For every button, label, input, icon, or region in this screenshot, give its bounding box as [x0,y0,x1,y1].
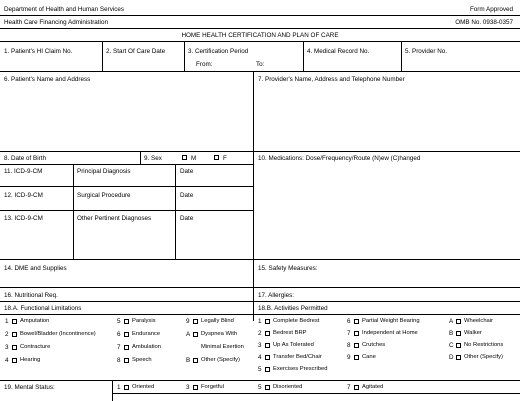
activity-permitted-option-label: Independent at Home [362,330,418,336]
mental-status-option-number: 5 [258,384,262,391]
activity-permitted-option-checkbox[interactable] [456,343,461,348]
functional-limitation-option-number: 5 [117,318,121,325]
field-8-label: 8. Date of Birth [4,155,46,162]
activity-permitted-option-label: Complete Bedrest [273,318,320,324]
icd-11-title: Principal Diagnosis [77,168,131,175]
activity-permitted-option-checkbox[interactable] [456,355,461,360]
row1-divider-3 [303,41,304,71]
mental-status-option-number: 1 [117,384,121,391]
icd-13-title: Other Pertinent Diagnoses [77,215,152,222]
activity-permitted-option-number: 9 [347,354,351,361]
field-10-label: 10. Medications: Dose/Frequency/Route (N)ew (C)hanged [258,155,421,162]
row1-bottom-rule [0,71,520,72]
activity-permitted-option-label: Up As Tolerated [273,342,314,348]
row16-bottom-rule [0,301,520,302]
header-rule-3 [0,41,520,42]
activity-permitted-option-checkbox[interactable] [354,319,359,324]
header-rule-1 [0,15,520,16]
activity-permitted-option-label: Cane [362,354,376,360]
functional-limitation-option-checkbox[interactable] [124,332,129,337]
mental-status-option-checkbox[interactable] [124,385,129,390]
functional-limitation-option-number: 6 [117,331,121,338]
activity-permitted-option-number: 5 [258,366,262,373]
row1-divider-1 [102,41,103,71]
functional-limitation-option-label: Dyspnea With [201,331,238,337]
icd-divider-2 [175,164,176,259]
field-9-label: 9. Sex [144,155,162,162]
functional-limitation-option-checkbox[interactable] [12,332,17,337]
activity-permitted-option-label: Walker [464,330,482,336]
mental-status-option-number: 7 [347,384,351,391]
functional-limitation-option-checkbox[interactable] [124,345,129,350]
activity-permitted-option-number: B [449,330,454,337]
activity-permitted-option-number: D [449,354,454,361]
field-5-label: 5. Provider No. [405,48,447,55]
functional-limitation-option-label: Contracture [20,344,51,350]
activity-permitted-option-checkbox[interactable] [354,331,359,336]
activity-permitted-option-checkbox[interactable] [265,331,270,336]
icd-12-label: 12. ICD-9-CM [4,192,43,199]
activity-permitted-option-label: Wheelchair [464,318,493,324]
functional-limitation-option-number: 2 [5,331,9,338]
activity-permitted-option-checkbox[interactable] [265,355,270,360]
functional-limitation-option-checkbox[interactable] [193,319,198,324]
functional-limitation-option-checkbox[interactable] [193,332,198,337]
functional-limitation-option-checkbox[interactable] [124,358,129,363]
mental-divider [112,380,113,401]
row14-bottom-rule [0,287,520,288]
activity-permitted-option-checkbox[interactable] [354,343,359,348]
functional-limitation-option-label: Speech [132,357,152,363]
field-18a-title: 18.A. Functional Limitations [4,305,82,312]
row8-bottom-rule [0,164,253,165]
functional-limitation-option-label: Endurance [132,331,161,337]
icd-11-label: 11. ICD-9-CM [4,168,43,175]
field-1-label: 1. Patient's HI Claim No. [4,48,73,55]
row8-divider [140,151,141,164]
activity-permitted-option-number: 4 [258,354,262,361]
agency-department: Department of Health and Human Services [4,6,125,13]
mental-status-option-label: Disoriented [273,384,303,390]
field-3-label: 3. Certification Period [188,48,249,55]
activity-permitted-option-label: Partial Weight Bearing [362,318,420,324]
activity-permitted-option-checkbox[interactable] [265,319,270,324]
field-6-label: 6. Patient's Name and Address [4,76,91,83]
functional-limitation-option-label: Amputation [20,318,50,324]
field-14-label: 14. DME and Supplies [4,265,67,272]
functional-limitation-option-label: Bowel/Bladder (Incontinence) [20,331,96,337]
cert-from-label: From: [196,61,213,68]
field-2-label: 2. Start Of Care Date [106,48,166,55]
form-approved-label: Form Approved [469,6,513,13]
activity-permitted-option-number: 6 [347,318,351,325]
field-4-label: 4. Medical Record No. [307,48,370,55]
functional-limitation-option-checkbox[interactable] [124,319,129,324]
cert-to-label: To: [256,61,265,68]
activity-permitted-option-label: Exercises Prescribed [273,366,328,372]
activity-permitted-option-number: C [449,342,454,349]
functional-limitation-option-number: B [186,357,191,364]
icd-12-date: Date [180,192,194,199]
functional-limitation-option-number: 9 [186,318,190,325]
activity-permitted-option-checkbox[interactable] [456,319,461,324]
activity-permitted-option-number: 1 [258,318,262,325]
form-title: HOME HEALTH CERTIFICATION AND PLAN OF CARE [181,32,339,39]
sex-m-label: M [191,155,197,162]
activity-permitted-option-checkbox[interactable] [265,367,270,372]
functional-limitation-option-checkbox[interactable] [12,345,17,350]
main-center-divider [253,71,254,321]
mental-status-option-number: 3 [186,384,190,391]
functional-limitation-option-label: Paralysis [132,318,156,324]
mental-status-option-checkbox[interactable] [354,385,359,390]
functional-limitation-option-checkbox[interactable] [12,358,17,363]
mental-status-option-label: Oriented [132,384,155,390]
activity-permitted-option-number: 2 [258,330,262,337]
activity-permitted-option-number: 3 [258,342,262,349]
functional-limitation-option-label: Ambulation [132,344,162,350]
mental-row-rule [112,393,520,394]
functional-limitation-option-checkbox[interactable] [193,358,198,363]
activity-permitted-option-number: 7 [347,330,351,337]
activity-permitted-option-label: Bedrest BRP [273,330,307,336]
field-16-label: 16. Nutritional Req. [4,292,58,299]
field-18b-title: 18.B. Activities Permitted [258,305,328,312]
field-7-label: 7. Provider's Name, Address and Telephone Number [258,76,405,83]
sex-f-checkbox[interactable] [214,155,219,160]
functional-limitation-option-checkbox[interactable] [12,319,17,324]
mental-status-option-checkbox[interactable] [265,385,270,390]
functional-limitation-option-label: Other (Specify) [201,357,240,363]
icd-divider-1 [73,164,74,259]
functional-limitation-option-number: 7 [117,344,121,351]
functional-limitation-option-number: 1 [5,318,9,325]
agency-administration: Health Care Financing Administration [4,19,108,26]
icd-12-title: Surgical Procedure [77,192,131,199]
functional-limitation-option-label: Hearing [20,357,41,363]
sex-f-label: F [223,155,227,162]
icd-13-date: Date [180,215,194,222]
functional-limitation-option-label: Legally Blind [201,318,234,324]
functional-limitation-option-number: 4 [5,357,9,364]
functional-limitation-option-label: Minimal Exertion [201,344,244,350]
icd-13-label: 13. ICD-9-CM [4,215,43,222]
activity-permitted-option-label: Crutches [362,342,386,348]
activity-permitted-option-label: No Restrictions [464,342,504,348]
icd-11-bottom-rule [0,186,253,187]
activity-permitted-option-number: 8 [347,342,351,349]
field-15-label: 15. Safety Measures: [258,265,318,272]
activity-permitted-option-checkbox[interactable] [265,343,270,348]
row18-bottom-rule [0,380,520,381]
row1-divider-2 [184,41,185,71]
row18-title-rule [0,314,520,315]
row6-bottom-rule [0,151,520,152]
field-19-title: 19. Mental Status: [4,384,55,391]
header-rule-2 [0,28,520,29]
mental-status-option-label: Forgetful [201,384,224,390]
activity-permitted-option-checkbox[interactable] [354,355,359,360]
functional-limitation-option-number: 8 [117,357,121,364]
mental-status-option-label: Agitated [362,384,384,390]
activity-permitted-option-label: Other (Specify) [464,354,503,360]
functional-limitation-option-number: 3 [5,344,9,351]
sex-m-checkbox[interactable] [182,155,187,160]
icd-12-bottom-rule [0,210,253,211]
icd-11-date: Date [180,168,194,175]
activity-permitted-option-number: A [449,318,454,325]
icd-13-bottom-rule [0,259,520,260]
row1-divider-4 [401,41,402,71]
mental-status-option-checkbox[interactable] [193,385,198,390]
field-17-label: 17. Allergies: [258,292,295,299]
activity-permitted-option-checkbox[interactable] [456,331,461,336]
functional-limitation-option-number: A [186,331,191,338]
omb-number: OMB No. 0938-0357 [455,19,513,26]
activity-permitted-option-label: Transfer Bed/Chair [273,354,322,360]
